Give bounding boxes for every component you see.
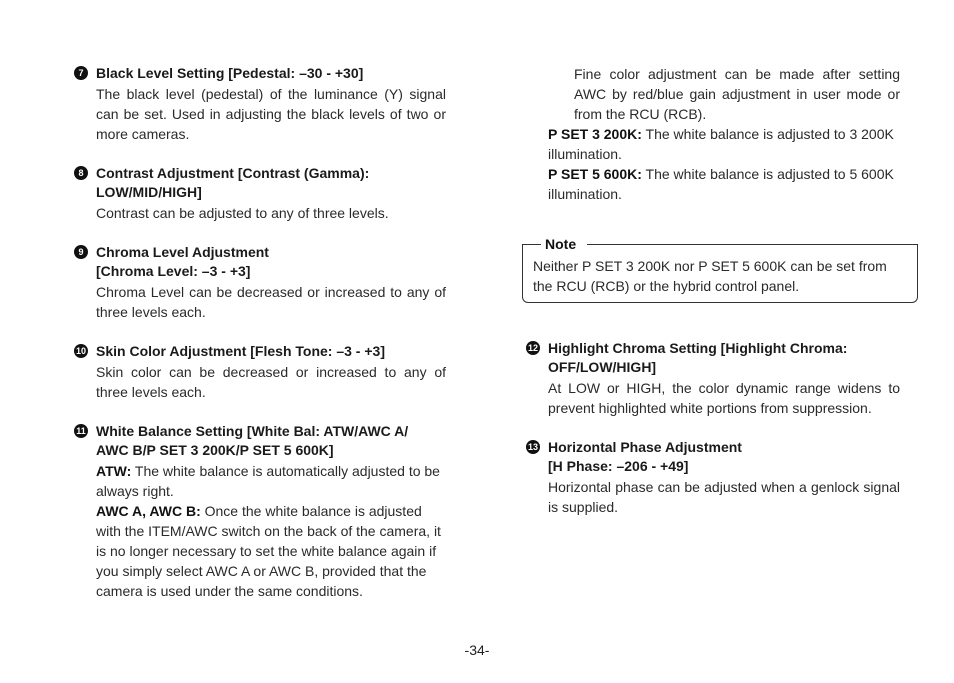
term-label: AWC A, AWC B: — [96, 503, 201, 519]
note-box — [522, 236, 918, 303]
white-balance-intro: Fine color adjustment can be made after setting AWC by red/blue gain adjustment in user mode or from the RCU (RCB). — [574, 66, 900, 122]
section-number-badge: 12 — [527, 343, 538, 353]
page-number: -34- — [464, 642, 490, 658]
heading-line: OFF/LOW/HIGH] — [548, 359, 657, 375]
heading-line: Chroma Level Adjustment — [96, 244, 269, 260]
heading-line: White Balance Setting [White Bal: ATW/AWC A/ — [96, 423, 409, 439]
term-text: The white balance is automatically adjusted to be always right. — [96, 463, 440, 499]
heading-line: [H Phase: –206 - +49] — [548, 458, 689, 474]
section-heading — [526, 339, 900, 377]
heading-line: Highlight Chroma Setting [Highlight Chroma: — [548, 340, 848, 356]
heading-line: Black Level Setting [Pedestal: –30 - +30] — [96, 65, 364, 81]
term-entry — [74, 461, 446, 501]
heading-line: Horizontal Phase Adjustment — [548, 439, 742, 455]
note-text: Neither P SET 3 200K nor P SET 5 600K can be set from the RCU (RCB) or the hybrid control panel. — [533, 258, 887, 294]
term-entry — [526, 124, 900, 164]
section-heading — [526, 438, 900, 476]
section-contrast — [74, 164, 446, 223]
term-text: The white balance is adjusted to 5 600K illumination. — [548, 166, 894, 202]
section-horizontal-phase — [526, 438, 900, 517]
section-number-badge: 7 — [74, 66, 88, 80]
term-entry — [526, 164, 900, 204]
section-chroma-level — [74, 243, 446, 322]
section-heading — [74, 164, 446, 202]
left-column — [74, 64, 446, 621]
term-entry — [74, 501, 446, 601]
section-heading — [74, 243, 446, 281]
section-number-badge: 13 — [527, 442, 538, 452]
heading-line: Skin Color Adjustment [Flesh Tone: –3 - +3] — [96, 343, 385, 359]
heading-line: [Chroma Level: –3 - +3] — [96, 263, 251, 279]
term-text: Once the white balance is adjusted with the ITEM/AWC switch on the back of the camera, it is no longer necessary to set the white balance again if you simply select AWC A or AWC B, provided that the camera is used under the same conditions. — [96, 503, 441, 599]
term-label: ATW: — [96, 463, 132, 479]
section-heading — [74, 64, 446, 83]
term-label: P SET 3 200K: — [548, 126, 642, 142]
section-highlight-chroma — [526, 339, 900, 418]
heading-line: LOW/MID/HIGH] — [96, 184, 202, 200]
heading-line: AWC B/P SET 3 200K/P SET 5 600K] — [96, 442, 334, 458]
term-label: P SET 5 600K: — [548, 166, 642, 182]
section-number-badge: 10 — [75, 346, 86, 356]
section-body: Horizontal phase can be adjusted when a genlock signal is supplied. — [548, 479, 900, 515]
heading-line: Contrast Adjustment [Contrast (Gamma): — [96, 165, 370, 181]
section-number-badge: 8 — [74, 166, 88, 180]
section-heading — [74, 342, 446, 361]
section-body: At LOW or HIGH, the color dynamic range widens to prevent highlighted white portions from suppression. — [548, 380, 900, 416]
section-heading — [74, 422, 446, 460]
section-white-balance — [74, 422, 446, 601]
section-body: Skin color can be decreased or increased to any of three levels each. — [96, 364, 446, 400]
section-black-level — [74, 64, 446, 144]
section-skin-color — [74, 342, 446, 402]
note-label: Note — [541, 235, 580, 253]
term-text: The white balance is adjusted to 3 200K illumination. — [548, 126, 894, 162]
section-body: The black level (pedestal) of the luminance (Y) signal can be set. Used in adjusting the black levels of two or more cameras. — [96, 86, 446, 142]
section-number-badge: 11 — [74, 424, 88, 438]
right-column — [526, 64, 900, 537]
section-number-badge: 9 — [74, 245, 88, 259]
section-body: Chroma Level can be decreased or increased to any of three levels each. — [96, 284, 446, 320]
section-body: Contrast can be adjusted to any of three levels. — [96, 205, 389, 221]
